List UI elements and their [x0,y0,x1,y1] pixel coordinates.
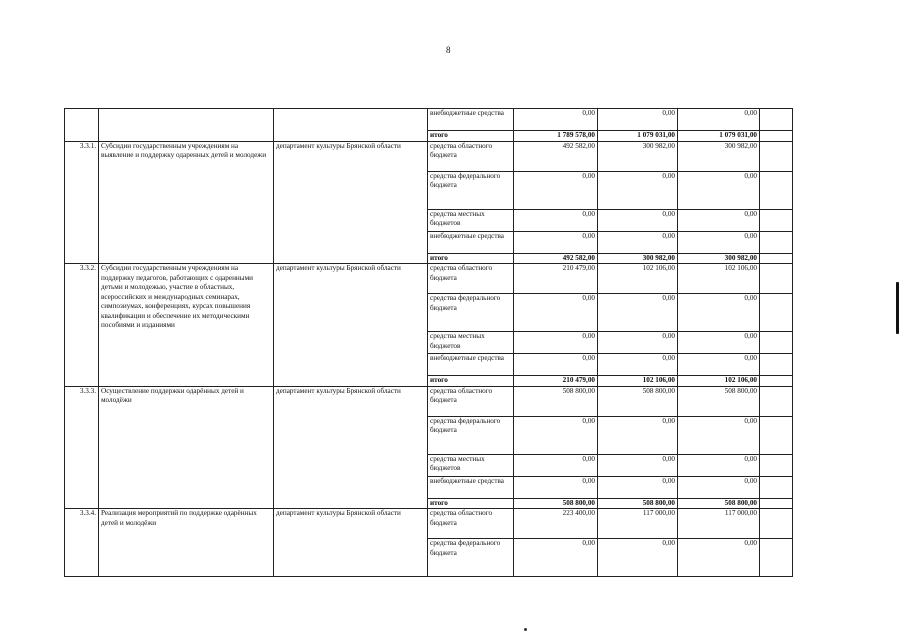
name-cell [99,109,274,142]
note-cell [760,294,793,332]
funding-source: средства областного бюджета [428,264,514,294]
amount-cell: 300 982,00 [678,253,760,264]
amount-cell: 0,00 [678,354,760,376]
item-executor: департамент культуры Брянской области [274,386,428,509]
table-row [65,264,793,294]
amount-cell: 0,00 [598,209,678,231]
amount-cell: 300 982,00 [598,141,678,171]
amount-cell: 508 800,00 [598,386,678,416]
item-name: Субсидии государственным учреждениям на поддержку педагогов, работающих с одаренными детьми и молодежью, участие в областных, всероссийских и международных семинарах, симпозиумах, конференциях, курсах повышения квалификации и обеспечение их методическими пособиями и изданиями [99,264,274,387]
amount-cell: 0,00 [514,109,598,131]
amount-cell: 0,00 [514,231,598,253]
item-code: 3.3.4. [65,509,99,577]
amount-cell: 0,00 [678,539,760,577]
item-executor: департамент культуры Брянской области [274,509,428,577]
amount-cell: 300 982,00 [598,253,678,264]
amount-cell: 0,00 [678,209,760,231]
amount-cell: 117 000,00 [678,509,760,539]
amount-cell: 0,00 [678,332,760,354]
note-cell [760,354,793,376]
amount-cell: 0,00 [514,454,598,476]
funding-source: итого [428,253,514,264]
funding-source: средства федерального бюджета [428,171,514,209]
amount-cell: 0,00 [678,231,760,253]
amount-cell: 300 982,00 [678,141,760,171]
table-row [65,509,793,539]
amount-cell: 102 106,00 [598,376,678,387]
funding-source: средства местных бюджетов [428,454,514,476]
amount-cell: 1 079 031,00 [678,131,760,142]
note-cell [760,386,793,416]
amount-cell: 492 582,00 [514,253,598,264]
funding-source: итого [428,498,514,509]
scan-artifact-dot [524,628,527,631]
amount-cell: 0,00 [514,171,598,209]
amount-cell: 223 400,00 [514,509,598,539]
amount-cell: 1 079 031,00 [598,131,678,142]
amount-cell: 117 000,00 [598,509,678,539]
amount-cell: 0,00 [598,171,678,209]
funding-source: средства местных бюджетов [428,332,514,354]
funding-source: средства федерального бюджета [428,416,514,454]
amount-cell: 508 800,00 [514,386,598,416]
page-number: 8 [446,45,451,55]
amount-cell: 0,00 [678,454,760,476]
item-code: 3.3.2. [65,264,99,387]
funding-source: внебюджетные средства [428,231,514,253]
budget-table-body [65,109,793,577]
budget-table [64,108,793,577]
amount-cell: 0,00 [598,539,678,577]
note-cell [760,416,793,454]
amount-cell: 0,00 [678,171,760,209]
note-cell [760,141,793,171]
amount-cell: 0,00 [514,539,598,577]
amount-cell: 210 479,00 [514,376,598,387]
amount-cell: 0,00 [514,209,598,231]
funding-source: средства федерального бюджета [428,539,514,577]
table-row [65,386,793,416]
note-cell [760,209,793,231]
amount-cell: 0,00 [514,416,598,454]
funding-source: средства местных бюджетов [428,209,514,231]
funding-source: средства областного бюджета [428,386,514,416]
amount-cell: 1 789 578,00 [514,131,598,142]
amount-cell: 0,00 [598,354,678,376]
amount-cell: 508 800,00 [678,386,760,416]
funding-source: внебюджетные средства [428,476,514,498]
amount-cell: 508 800,00 [598,498,678,509]
amount-cell: 492 582,00 [514,141,598,171]
item-name: Субсидии государственным учреждениям на выявление и поддержку одаренных детей и молодежи [99,141,274,264]
item-code: 3.3.3. [65,386,99,509]
funding-source: внебюджетные средства [428,354,514,376]
table-row [65,141,793,171]
note-cell [760,131,793,142]
note-cell [760,509,793,539]
item-executor: департамент культуры Брянской области [274,141,428,264]
amount-cell: 0,00 [598,231,678,253]
note-cell [760,231,793,253]
amount-cell: 0,00 [514,476,598,498]
executor-cell [274,109,428,142]
amount-cell: 0,00 [678,109,760,131]
amount-cell: 0,00 [678,476,760,498]
amount-cell: 0,00 [678,416,760,454]
amount-cell: 0,00 [598,454,678,476]
code-cell [65,109,99,142]
note-cell [760,376,793,387]
amount-cell: 0,00 [598,476,678,498]
note-cell [760,332,793,354]
amount-cell: 0,00 [678,294,760,332]
amount-cell: 0,00 [598,294,678,332]
item-name: Реализация мероприятий по поддержке одарённых детей и молодёжи [99,509,274,577]
note-cell [760,539,793,577]
amount-cell: 0,00 [598,332,678,354]
note-cell [760,109,793,131]
note-cell [760,454,793,476]
funding-source: средства федерального бюджета [428,294,514,332]
amount-cell: 508 800,00 [514,498,598,509]
amount-cell: 102 106,00 [678,264,760,294]
funding-source: итого [428,131,514,142]
funding-source: внебюджетные средства [428,109,514,131]
note-cell [760,264,793,294]
item-code: 3.3.1. [65,141,99,264]
scan-artifact-mark [896,282,899,334]
funding-source: средства областного бюджета [428,509,514,539]
note-cell [760,476,793,498]
item-executor: департамент культуры Брянской области [274,264,428,387]
amount-cell: 102 106,00 [598,264,678,294]
amount-cell: 102 106,00 [678,376,760,387]
funding-source: итого [428,376,514,387]
table-row [65,109,793,131]
item-name: Осуществление поддержки одарённых детей и молодёжи [99,386,274,509]
note-cell [760,171,793,209]
amount-cell: 0,00 [598,416,678,454]
funding-source: средства областного бюджета [428,141,514,171]
note-cell [760,498,793,509]
amount-cell: 0,00 [514,332,598,354]
amount-cell: 0,00 [598,109,678,131]
note-cell [760,253,793,264]
amount-cell: 210 479,00 [514,264,598,294]
amount-cell: 0,00 [514,354,598,376]
amount-cell: 508 800,00 [678,498,760,509]
amount-cell: 0,00 [514,294,598,332]
